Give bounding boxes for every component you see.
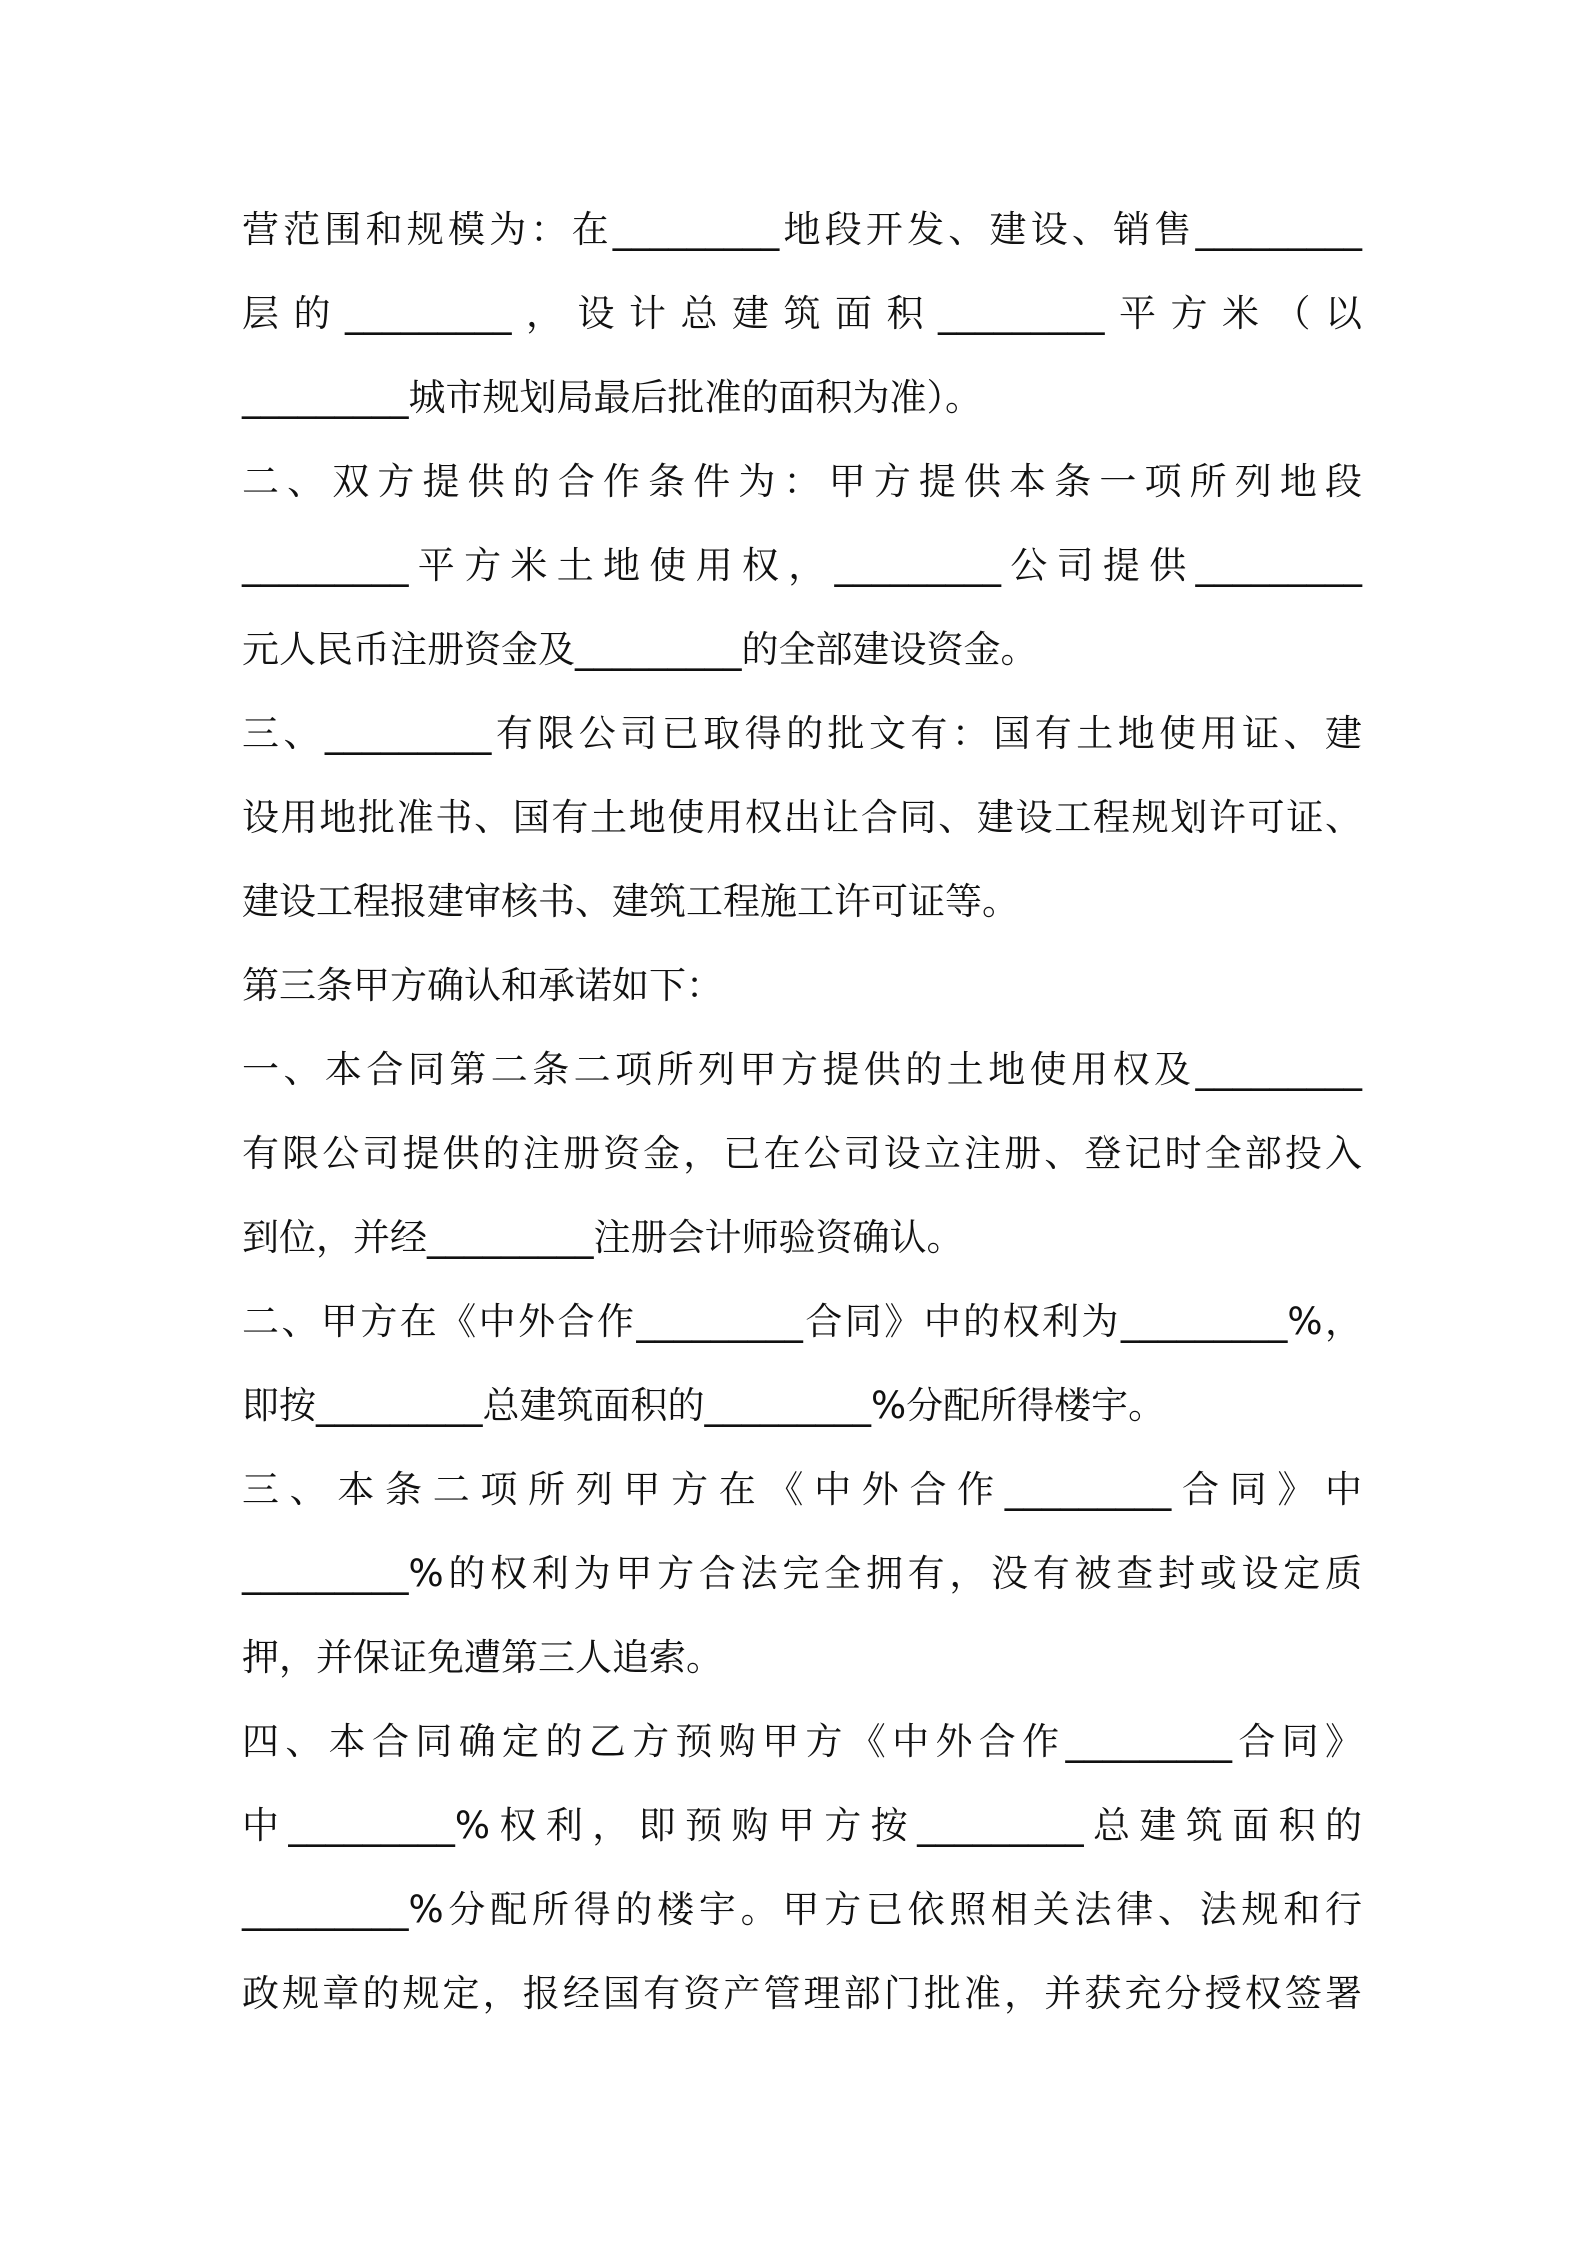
text-line-18: 押，并保证免遭第三人追索。 <box>242 1636 723 1679</box>
text-line-9: 建设工程报建审核书、建筑工程施工许可证等。 <box>242 880 1019 923</box>
section-heading-article-3: 第三条甲方确认和承诺如下： <box>242 964 723 1007</box>
text-line-16: 三、本条二项所列甲方在《中外合作_________合同》中 <box>242 1468 1362 1511</box>
text-line-19: 四、本合同确定的乙方预购甲方《中外合作_________合同》 <box>242 1720 1362 1763</box>
text-line-12: 有限公司提供的注册资金，已在公司设立注册、登记时全部投入 <box>242 1132 1362 1175</box>
text-line-6: 元人民币注册资金及_________的全部建设资金。 <box>242 628 1038 671</box>
text-line-21: _________%分配所得的楼宇。甲方已依照相关法律、法规和行 <box>242 1888 1362 1931</box>
text-line-1: 营范围和规模为：在_________地段开发、建设、销售_________ <box>242 208 1362 251</box>
text-line-5: _________平方米土地使用权，_________公司提供_________ <box>242 544 1362 587</box>
text-line-22: 政规章的规定，报经国有资产管理部门批准，并获充分授权签署 <box>242 1972 1362 2015</box>
text-line-17: _________%的权利为甲方合法完全拥有，没有被查封或设定质 <box>242 1552 1362 1595</box>
text-line-14: 二、甲方在《中外合作_________合同》中的权利为_________%， <box>242 1300 1362 1343</box>
text-line-8: 设用地批准书、国有土地使用权出让合同、建设工程规划许可证、 <box>242 796 1362 839</box>
text-line-7: 三、_________有限公司已取得的批文有：国有土地使用证、建 <box>242 712 1362 755</box>
text-line-13: 到位，并经_________注册会计师验资确认。 <box>242 1216 964 1259</box>
text-line-20: 中_________%权利，即预购甲方按_________总建筑面积的 <box>242 1804 1362 1847</box>
text-line-11: 一、本合同第二条二项所列甲方提供的土地使用权及_________ <box>242 1048 1362 1091</box>
text-line-4: 二、双方提供的合作条件为：甲方提供本条一项所列地段 <box>242 460 1362 503</box>
text-line-3: _________城市规划局最后批准的面积为准）。 <box>242 376 982 419</box>
text-line-15: 即按_________总建筑面积的_________%分配所得楼宇。 <box>242 1384 1166 1427</box>
text-line-2: 层的_________，设计总建筑面积_________平方米（以 <box>242 292 1362 335</box>
